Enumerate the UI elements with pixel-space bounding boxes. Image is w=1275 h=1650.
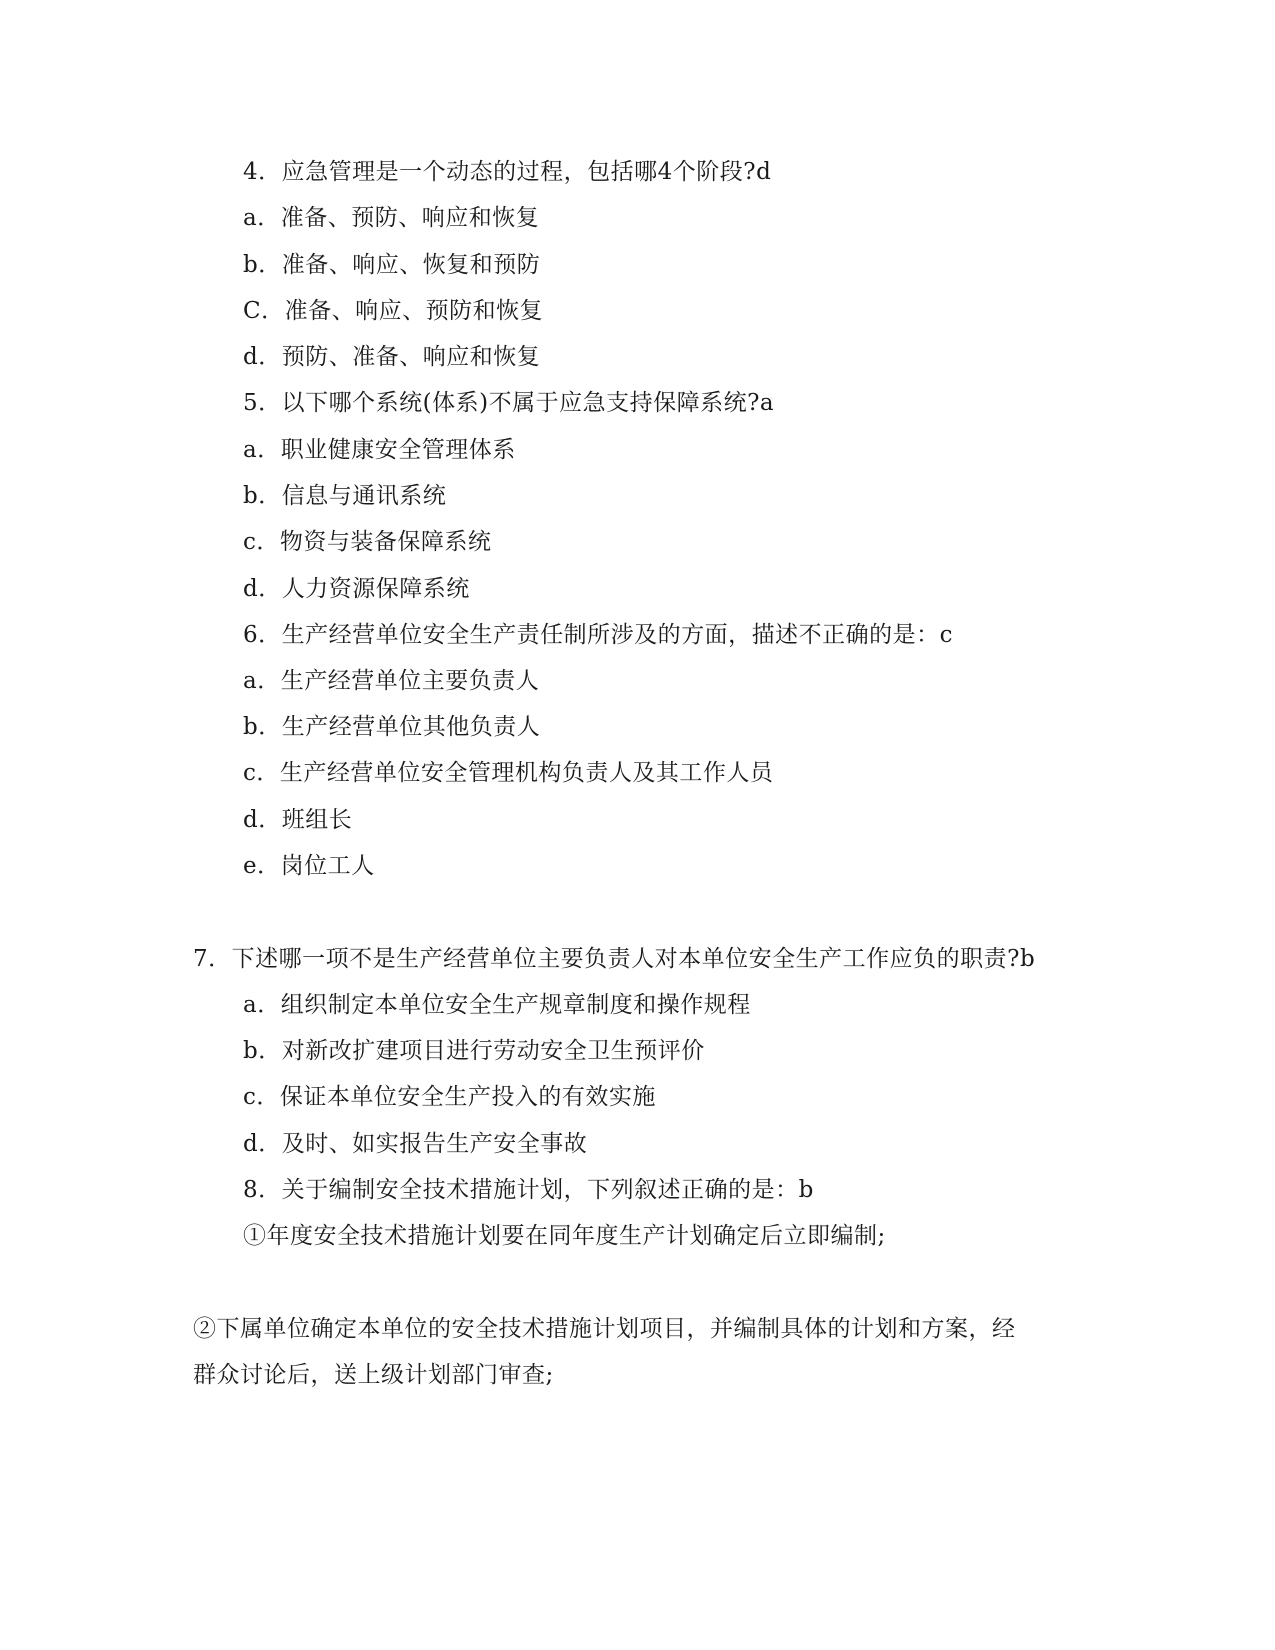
question-5-option-a: a．职业健康安全管理体系 xyxy=(243,437,516,463)
question-4-option-b: b．准备、响应、恢复和预防 xyxy=(243,252,541,278)
question-8-stem: 8．关于编制安全技术措施计划，下列叙述正确的是：b xyxy=(243,1177,814,1203)
question-6-option-b: b．生产经营单位其他负责人 xyxy=(243,714,541,740)
question-4-stem: 4．应急管理是一个动态的过程，包括哪4个阶段?d xyxy=(243,159,772,185)
question-5-stem: 5．以下哪个系统(体系)不属于应急支持保障系统?a xyxy=(243,390,775,416)
question-6-option-e: e．岗位工人 xyxy=(243,853,375,879)
question-6-option-c: c．生产经营单位安全管理机构负责人及其工作人员 xyxy=(243,760,774,786)
question-4-option-a: a．准备、预防、响应和恢复 xyxy=(243,205,540,231)
question-5-option-c: c．物资与装备保障系统 xyxy=(243,529,492,555)
question-6-option-a: a．生产经营单位主要负责人 xyxy=(243,668,540,694)
question-7-stem: 7．下述哪一项不是生产经营单位主要负责人对本单位安全生产工作应负的职责?b xyxy=(193,946,1036,972)
question-6-option-d: d．班组长 xyxy=(243,807,353,833)
question-6-stem: 6．生产经营单位安全生产责任制所涉及的方面，描述不正确的是：c xyxy=(243,622,954,648)
question-7-option-c: c．保证本单位安全生产投入的有效实施 xyxy=(243,1084,656,1110)
question-4-option-c: C．准备、响应、预防和恢复 xyxy=(243,298,544,324)
question-7-option-a: a．组织制定本单位安全生产规章制度和操作规程 xyxy=(243,992,751,1018)
question-4-option-d: d．预防、准备、响应和恢复 xyxy=(243,344,541,370)
question-5-option-d: d．人力资源保障系统 xyxy=(243,576,470,602)
question-5-option-b: b．信息与通讯系统 xyxy=(243,483,447,509)
question-8-statement-2-continued: 群众讨论后，送上级计划部门审查; xyxy=(193,1362,554,1388)
question-7-option-d: d．及时、如实报告生产安全事故 xyxy=(243,1131,588,1157)
question-8-statement-1: ①年度安全技术措施计划要在同年度生产计划确定后立即编制; xyxy=(243,1223,886,1249)
question-7-option-b: b．对新改扩建项目进行劳动安全卫生预评价 xyxy=(243,1038,705,1064)
question-8-statement-2: ②下属单位确定本单位的安全技术措施计划项目，并编制具体的计划和方案，经 xyxy=(193,1316,1016,1342)
